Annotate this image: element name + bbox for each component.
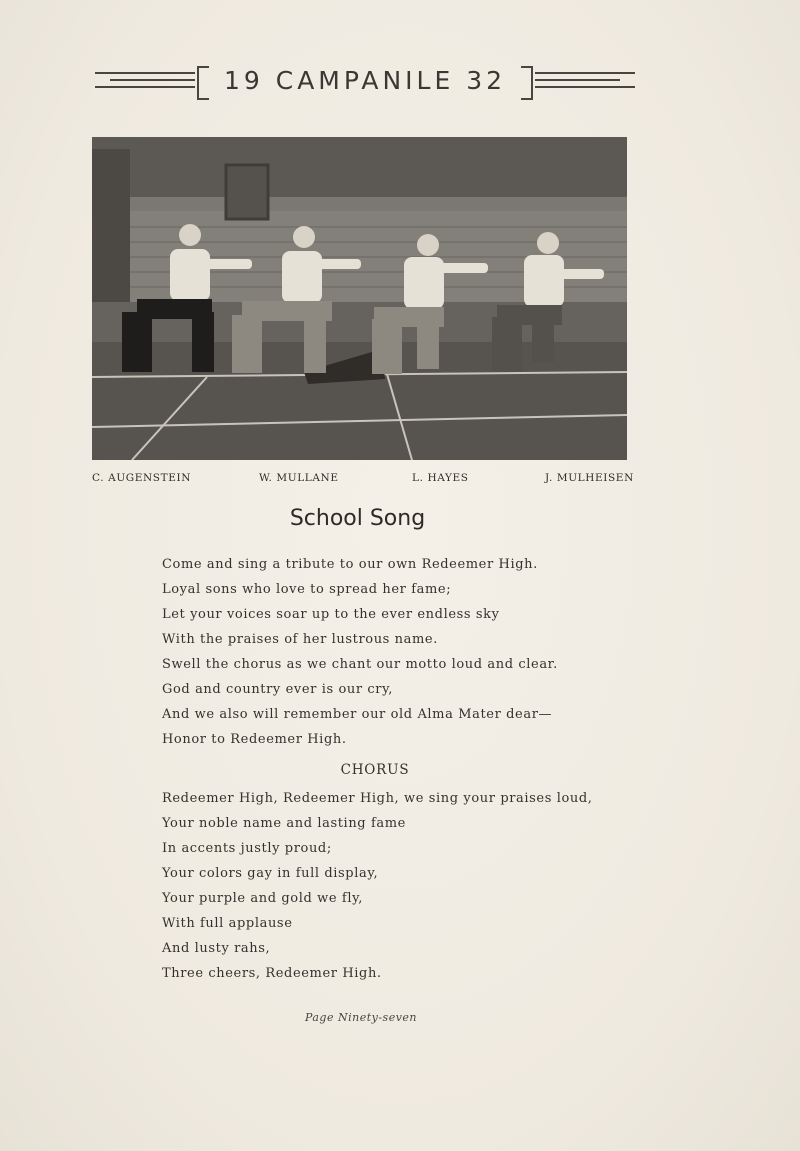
verse-line: With the praises of her lustrous name. [162,632,438,647]
header-rule-left [95,72,195,94]
chorus-line: Your noble name and lasting fame [162,816,406,831]
verse-line: Swell the chorus as we chant our motto loud and clear. [162,657,558,672]
header-bracket-left [197,66,209,100]
chorus-line: Redeemer High, Redeemer High, we sing your praises loud, [162,791,593,806]
verse-line: God and country ever is our cry, [162,682,394,697]
cheerleaders-photo [92,137,627,460]
chorus-line: In accents justly proud; [162,841,332,856]
caption-mullane: W. MULLANE [259,472,339,484]
page-number: Page Ninety-seven [304,1011,418,1024]
caption-mulheisen: J. MULHEISEN [545,472,634,484]
verse-line: And we also will remember our old Alma Mater dear— [162,707,553,722]
caption-augenstein: C. AUGENSTEIN [92,472,192,484]
chorus-line: Your colors gay in full display, [162,866,379,881]
caption-hayes: L. HAYES [412,472,469,484]
header-rule-right [535,72,635,94]
chorus-line: With full applause [162,916,293,931]
chorus-line: Three cheers, Redeemer High. [162,966,382,981]
chorus-line: Your purple and gold we fly, [162,891,364,906]
song-chorus [162,786,593,986]
song-title: School Song [289,506,426,531]
verse-line: Come and sing a tribute to our own Redeemer High. [162,557,538,572]
verse-line: Loyal sons who love to spread her fame; [162,582,452,597]
page-header [95,62,635,104]
header-bracket-right [521,66,533,100]
chorus-heading: CHORUS [340,762,410,778]
song-verse [162,552,558,752]
chorus-line: And lusty rahs, [162,941,271,956]
verse-line: Let your voices soar up to the ever endless sky [162,607,500,622]
verse-line: Honor to Redeemer High. [162,732,347,747]
header-title: 19 CAMPANILE 32 [223,66,507,95]
